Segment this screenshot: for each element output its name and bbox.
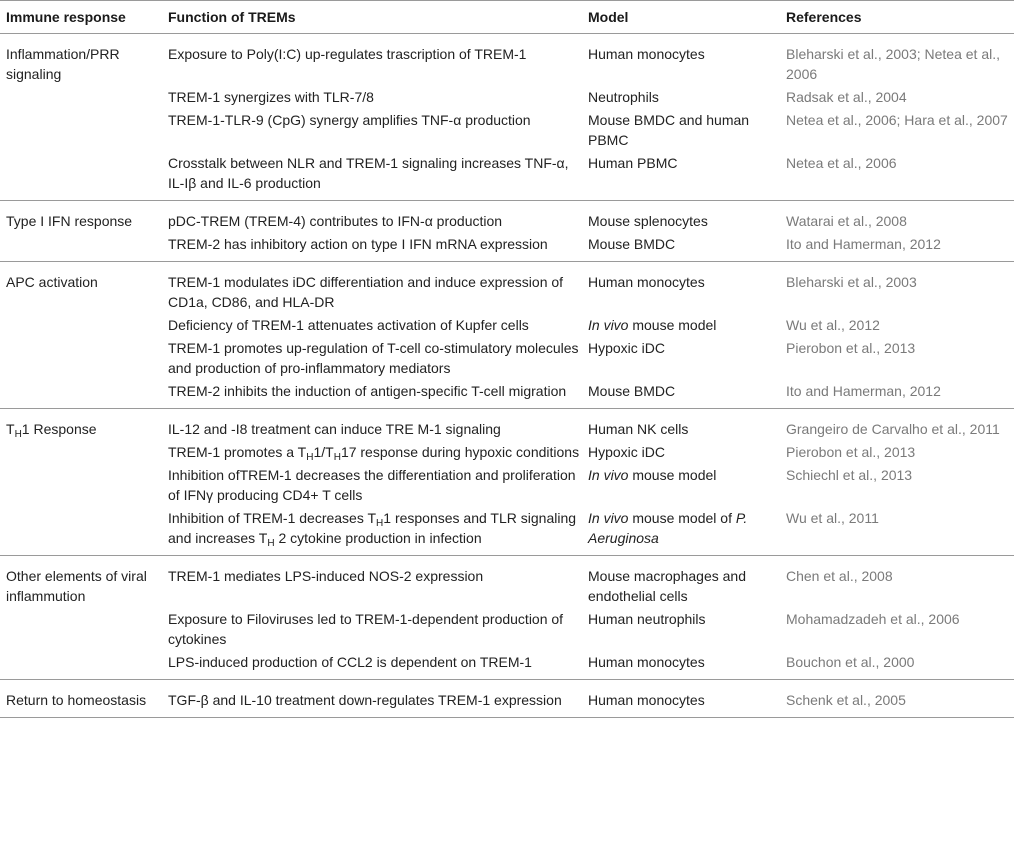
function-text: Inhibition of TREM-1 decreases T [168, 510, 377, 526]
function-cell: TREM-1 synergizes with TLR-7/8 [168, 89, 374, 105]
table-row [0, 556, 1014, 609]
model-cell: Mouse splenocytes [588, 213, 708, 229]
function-cell: TREM-1 mediates LPS-induced NOS-2 expression [168, 568, 484, 584]
group-label-sub: H [14, 429, 22, 440]
model-cell: Human monocytes [588, 654, 705, 670]
reference-cell: Bouchon et al., 2000 [786, 654, 915, 670]
model-text: mouse model [628, 317, 717, 333]
function-text: 1/T [313, 444, 334, 460]
model-cell: Mouse BMDC and human PBMC [588, 112, 750, 148]
header-function: Function of TREMs [162, 1, 582, 34]
group-label-rest: 1 Response [21, 421, 97, 437]
model-cell: Mouse BMDC [588, 383, 676, 399]
table-row [0, 262, 1014, 315]
model-cell [582, 507, 780, 556]
function-cell: Exposure to Filoviruses led to TREM-1-dependent production of cytokines [168, 611, 564, 647]
function-text: TREM-1 promotes a T [168, 444, 307, 460]
model-cell: Human monocytes [588, 692, 705, 708]
header-immune-response: Immune response [0, 1, 162, 34]
model-cell: Human monocytes [588, 46, 705, 62]
group-label: Type I IFN response [6, 213, 133, 229]
header-model: Model [582, 1, 780, 34]
model-cell: Mouse macrophages and endothelial cells [588, 568, 746, 604]
reference-cell: Netea et al., 2006; Hara et al., 2007 [786, 112, 1008, 128]
table-row [0, 34, 1014, 87]
group-viral-inflammation [0, 556, 1014, 680]
function-cell: IL-12 and -I8 treatment can induce TRE M-1 signaling [168, 421, 501, 437]
reference-cell: Chen et al., 2008 [786, 568, 893, 584]
header-row [0, 1, 1014, 34]
reference-cell: Grangeiro de Carvalho et al., 2011 [786, 421, 1000, 437]
table-row [0, 409, 1014, 442]
reference-cell: Schenk et al., 2005 [786, 692, 906, 708]
model-cell: Human neutrophils [588, 611, 706, 627]
reference-cell: Radsak et al., 2004 [786, 89, 907, 105]
function-text: 2 cytokine production in infection [274, 530, 482, 546]
reference-cell: Ito and Hamerman, 2012 [786, 383, 941, 399]
model-cell: Hypoxic iDC [588, 340, 666, 356]
group-label [0, 409, 162, 556]
function-cell: pDC-TREM (TREM-4) contributes to IFN-α production [168, 213, 503, 229]
function-cell: Inhibition ofTREM-1 decreases the differentiation and proliferation of IFNγ producing CD4+ T cells [168, 467, 576, 503]
function-cell: TREM-1-TLR-9 (CpG) synergy amplifies TNF-α production [168, 112, 531, 128]
model-cell: Human monocytes [588, 274, 705, 290]
function-sub: H [306, 452, 314, 463]
reference-cell: Bleharski et al., 2003 [786, 274, 917, 290]
reference-cell: Netea et al., 2006 [786, 155, 897, 171]
model-italic: In vivo [588, 467, 629, 483]
function-cell: TREM-2 inhibits the induction of antigen-specific T-cell migration [168, 383, 567, 399]
model-italic: In vivo [588, 317, 629, 333]
function-cell [162, 507, 582, 556]
model-text: mouse model of [628, 510, 736, 526]
function-cell: Deficiency of TREM-1 attenuates activation of Kupfer cells [168, 317, 529, 333]
function-cell: LPS-induced production of CCL2 is dependent on TREM-1 [168, 654, 532, 670]
function-cell: TGF-β and IL-10 treatment down-regulates TREM-1 expression [168, 692, 562, 708]
function-cell: Crosstalk between NLR and TREM-1 signaling increases TNF-α, IL-Iβ and IL-6 production [168, 155, 569, 191]
function-cell: TREM-1 modulates iDC differentiation and induce expression of CD1a, CD86, and HLA-DR [168, 274, 564, 310]
function-sub: H [267, 538, 275, 549]
function-cell: TREM-2 has inhibitory action on type I IFN mRNA expression [168, 236, 548, 252]
reference-cell: Mohamadzadeh et al., 2006 [786, 611, 960, 627]
model-cell [582, 314, 780, 337]
function-sub: H [376, 518, 384, 529]
group-inflammation [0, 34, 1014, 201]
group-th1-response [0, 409, 1014, 556]
model-cell: Human NK cells [588, 421, 689, 437]
group-label: Other elements of viral inflammution [6, 568, 147, 604]
reference-cell: Wu et al., 2012 [786, 317, 880, 333]
function-text: 1 responses and TLR signaling and increases T [168, 510, 577, 546]
group-type-i-ifn [0, 201, 1014, 262]
reference-cell: Schiechl et al., 2013 [786, 467, 913, 483]
table-header [0, 1, 1014, 34]
function-cell: Exposure to Poly(I:C) up-regulates trascription of TREM-1 [168, 46, 527, 62]
reference-cell: Watarai et al., 2008 [786, 213, 907, 229]
model-cell: Human PBMC [588, 155, 678, 171]
reference-cell: Pierobon et al., 2013 [786, 444, 916, 460]
reference-cell: Bleharski et al., 2003; Netea et al., 2006 [786, 46, 1001, 82]
header-references: References [780, 1, 1014, 34]
model-cell: Mouse BMDC [588, 236, 676, 252]
function-cell: TREM-1 promotes up-regulation of T-cell co-stimulatory molecules and production of pro-inflammatory mediators [168, 340, 579, 376]
model-cell: Neutrophils [588, 89, 659, 105]
function-text: 17 response during hypoxic conditions [340, 444, 580, 460]
model-cell [582, 464, 780, 507]
table-row [0, 201, 1014, 234]
table-row [0, 680, 1014, 718]
model-italic-organism: P. Aeruginosa [588, 510, 748, 546]
model-cell: Hypoxic iDC [588, 444, 666, 460]
reference-cell: Wu et al., 2011 [786, 510, 879, 526]
reference-cell: Pierobon et al., 2013 [786, 340, 916, 356]
group-label-main: T [6, 421, 15, 437]
function-cell [162, 441, 582, 464]
group-label: Return to homeostasis [6, 692, 147, 708]
group-homeostasis [0, 680, 1014, 718]
function-sub: H [333, 452, 341, 463]
group-label: APC activation [6, 274, 98, 290]
model-text: mouse model [628, 467, 717, 483]
model-italic: In vivo [588, 510, 629, 526]
group-label: Inflammation/PRR signaling [6, 46, 120, 82]
group-apc-activation [0, 262, 1014, 409]
reference-cell: Ito and Hamerman, 2012 [786, 236, 941, 252]
